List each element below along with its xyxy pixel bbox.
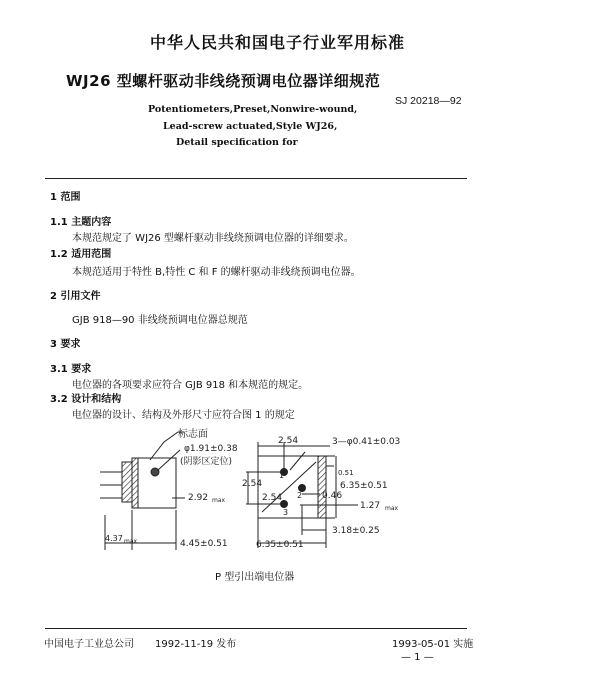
dim-6-35-right: 6.35±0.51 [340, 481, 388, 491]
section-3-1-text: 电位器的各项要求应符合 GJB 918 和本规范的规定。 [72, 380, 309, 391]
dim-4-37: 4.37 [105, 534, 123, 543]
english-title-line-2: Lead-screw actuated,Style WJ26, [163, 121, 338, 132]
figure-caption: P 型引出端电位器 [215, 572, 295, 583]
issue-date: 1992-11-19 发布 [155, 639, 237, 650]
dim-2-54-top: 2.54 [278, 436, 299, 446]
english-title-line-3: Detail specification for [176, 137, 298, 148]
pin-2-label: 2 [297, 491, 303, 500]
section-1-heading: 1 范围 [50, 192, 81, 203]
document-title: WJ26 型螺杆驱动非线绕预调电位器详细规范 [66, 72, 381, 90]
pin-1-label: 1 [279, 471, 285, 480]
section-1-1-text: 本规范规定了 WJ26 型螺杆驱动非线绕预调电位器的详细要求。 [72, 233, 354, 244]
section-3-2-heading: 3.2 设计和结构 [50, 394, 122, 405]
hole-diameter-dim: φ1.91±0.38 [184, 444, 238, 454]
dim-2-92: 2.92 [188, 493, 209, 503]
dim-0-51: 0.51 [338, 469, 354, 477]
section-1-2-heading: 1.2 适用范围 [50, 249, 112, 260]
pin-diameter-dim: 3—φ0.41±0.03 [332, 437, 401, 447]
standard-code: SJ 20218—92 [395, 95, 462, 107]
side-view [100, 432, 185, 550]
section-2-text: GJB 918—90 非线绕预调电位器总规范 [72, 315, 248, 326]
section-3-1-heading: 3.1 要求 [50, 364, 92, 375]
section-1-1-heading: 1.1 主题内容 [50, 217, 112, 228]
page-number: — 1 — [401, 652, 434, 663]
dim-4-45: 4.45±0.51 [180, 539, 228, 549]
dim-6-35-bottom: 6.35±0.51 [256, 540, 304, 550]
effective-date: 1993-05-01 实施 [392, 639, 474, 650]
publisher: 中国电子工业总公司 [44, 639, 134, 650]
dim-0-46: 0.46 [322, 491, 343, 501]
dim-3-18: 3.18±0.25 [332, 526, 380, 536]
english-title-line-1: Potentiometers,Preset,Nonwire-wound, [148, 104, 358, 115]
footer-rule [45, 628, 467, 629]
standard-category: 中华人民共和国电子行业军用标准 [150, 33, 406, 52]
section-3-heading: 3 要求 [50, 339, 81, 350]
section-2-heading: 2 引用文件 [50, 291, 101, 302]
dim-1-27: 1.27 [360, 501, 381, 511]
dim-2-54-left: 2.54 [242, 479, 263, 489]
pin-3-label: 3 [283, 508, 289, 517]
dim-2-92-max: max [212, 497, 226, 504]
shade-location-note: (阴影区定位) [180, 457, 233, 467]
dim-4-37-max: max [124, 538, 138, 545]
dim-2-54-lower: 2.54 [262, 493, 283, 503]
section-3-2-text: 电位器的设计、结构及外形尺寸应符合图 1 的规定 [72, 410, 295, 421]
section-1-2-text: 本规范适用于特性 B,特性 C 和 F 的螺杆驱动非线绕预调电位器。 [72, 267, 361, 278]
marking-face-label: 标志面 [178, 429, 208, 440]
dim-1-27-max: max [385, 505, 399, 512]
